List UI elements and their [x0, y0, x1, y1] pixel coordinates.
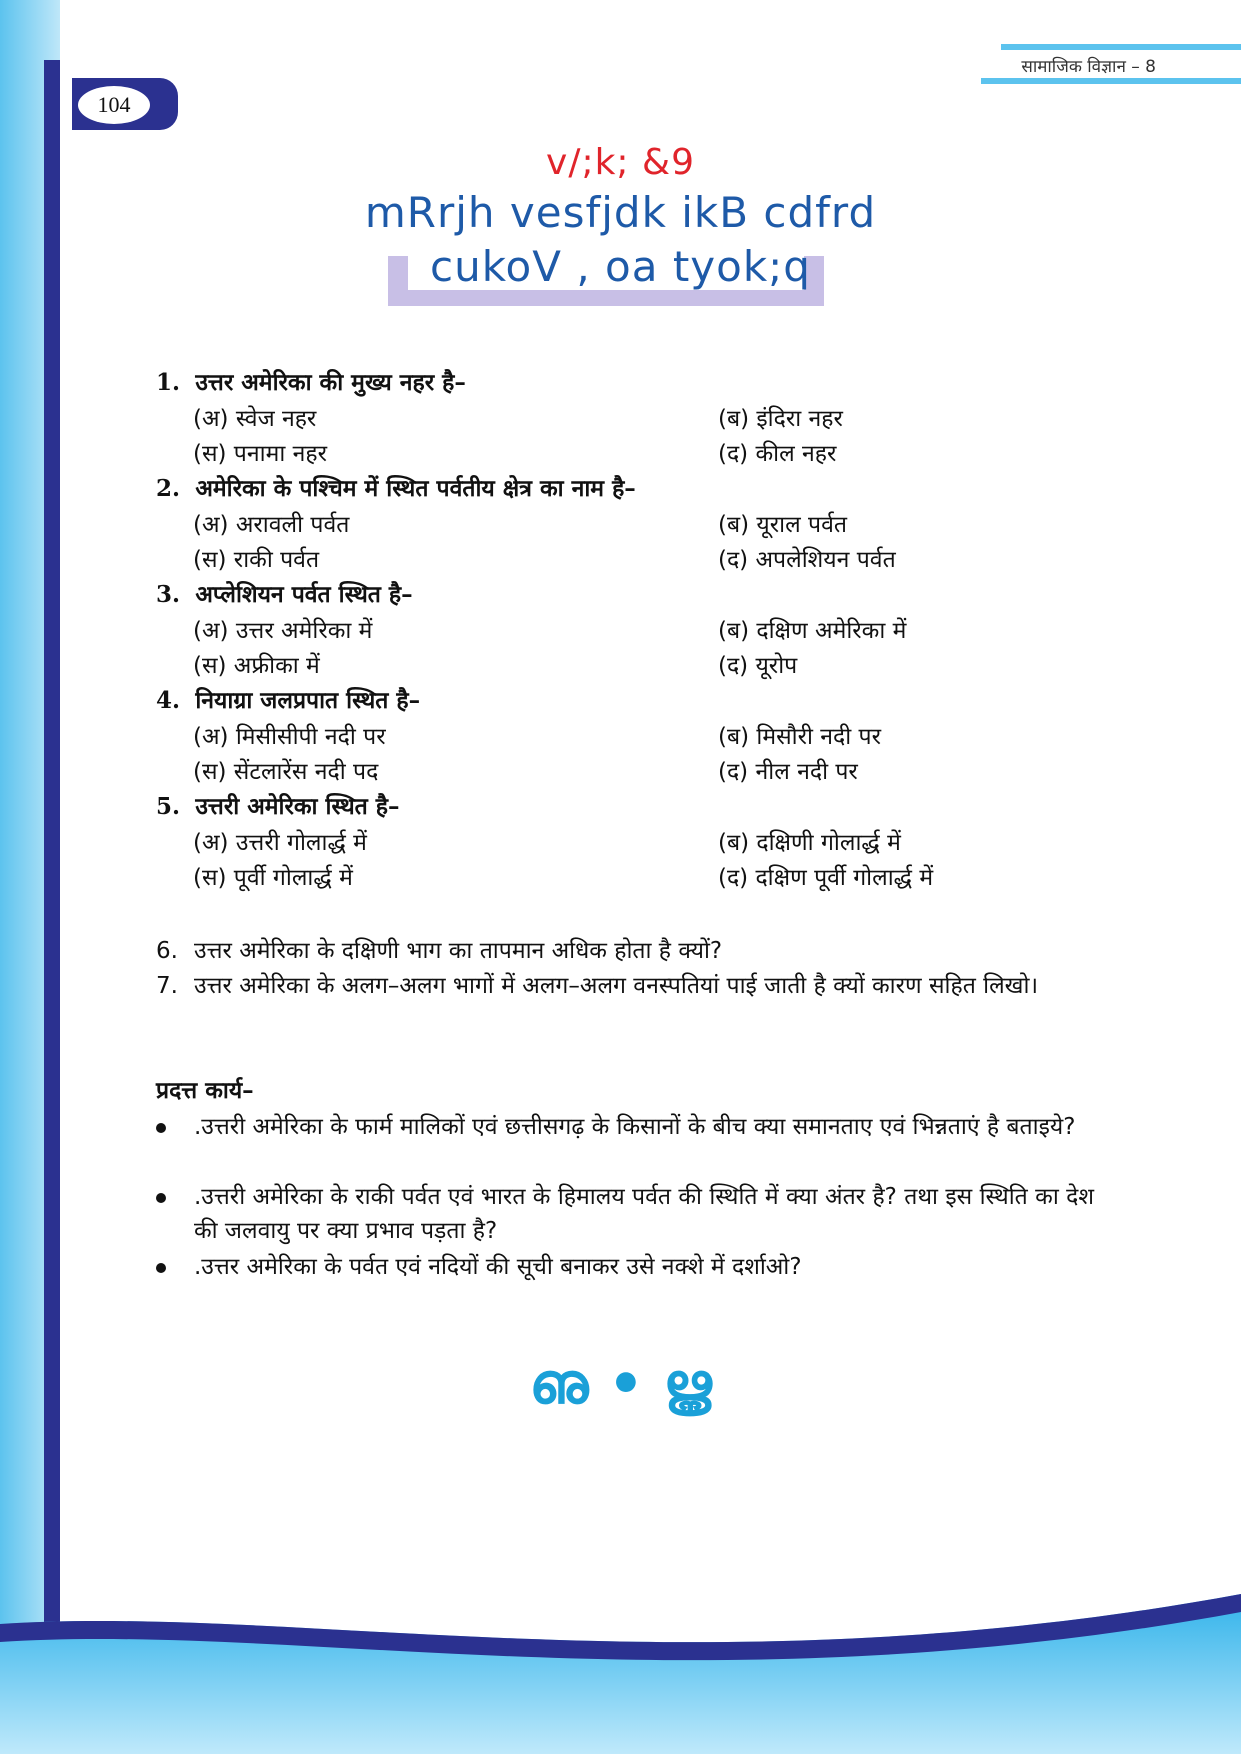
- mcq-option: (अ) उत्तरी गोलार्द्ध में: [193, 830, 367, 856]
- question-number: 6.: [156, 938, 178, 964]
- chapter-number: v/;k; &9: [546, 142, 695, 183]
- activity-item-text: .उत्तरी अमेरिका के फार्म मालिकों एवं छत्तीसगढ़ के किसानों के बीच क्या समानताए एवं भिन्नताएं है बताइये?: [194, 1114, 1076, 1140]
- mcq-option: (द) यूरोप: [718, 653, 798, 679]
- mcq-option: (स) राकी पर्वत: [193, 547, 320, 573]
- mcq-question: उत्तर अमेरिका की मुख्य नहर है–: [195, 369, 466, 396]
- page-number: 104: [78, 86, 150, 124]
- mcq-option: (ब) दक्षिण अमेरिका में: [718, 618, 907, 644]
- mcq-1: [156, 368, 466, 398]
- mcq-option: (स) अफ्रीका में: [193, 653, 320, 679]
- mcq-option: (ब) इंदिरा नहर: [718, 406, 843, 432]
- activity-item-text: .उत्तरी अमेरिका के राकी पर्वत एवं भारत के हिमालय पर्वत की स्थिति में क्या अंतर है? तथा इस स्थिति का देश की जलवायु पर क्या प्रभाव पड़ता है?: [194, 1184, 1094, 1244]
- running-title: सामाजिक विज्ञान – 8: [1021, 57, 1156, 77]
- question-number: 7.: [156, 973, 178, 999]
- mcq-option: (ब) यूराल पर्वत: [718, 512, 847, 538]
- mcq-number: 3.: [156, 581, 181, 608]
- end-ornament: ഌ • ൠ: [529, 1352, 712, 1417]
- bottom-wave-decoration: [0, 1584, 1241, 1754]
- mcq-3: [156, 580, 413, 610]
- chapter-title-line2: cukoV , oa tyok;q: [430, 242, 811, 291]
- mcq-2: [156, 474, 636, 504]
- short-question-6: [156, 934, 1094, 968]
- mcq-option: (ब) मिसौरी नदी पर: [718, 724, 881, 750]
- mcq-option: (अ) मिसीसीपी नदी पर: [193, 724, 386, 750]
- mcq-option: (स) पनामा नहर: [193, 441, 327, 467]
- short-question-7: [156, 969, 1094, 1003]
- question-text: उत्तर अमेरिका के अलग–अलग भागों में अलग–अलग वनस्पतियां पाई जाती है क्यों कारण सहित लिखो।: [194, 973, 1039, 999]
- activity-item: [156, 1250, 1094, 1284]
- activity-item: [156, 1110, 1094, 1144]
- mcq-option: (स) पूर्वी गोलार्द्ध में: [193, 865, 353, 891]
- activity-item: [156, 1180, 1094, 1248]
- mcq-option: (स) सेंटलारेंस नदी पद: [193, 759, 379, 785]
- mcq-option: (ब) दक्षिणी गोलार्द्ध में: [718, 830, 901, 856]
- mcq-number: 2.: [156, 475, 181, 502]
- activity-item-text: .उत्तर अमेरिका के पर्वत एवं नदियों की सूची बनाकर उसे नक्शे में दर्शाओ?: [194, 1254, 802, 1280]
- mcq-question: अप्लेशियन पर्वत स्थित है–: [195, 581, 413, 608]
- question-text: उत्तर अमेरिका के दक्षिणी भाग का तापमान अधिक होता है क्यों?: [194, 938, 723, 964]
- mcq-number: 4.: [156, 687, 181, 714]
- mcq-option: (द) कील नहर: [718, 441, 837, 467]
- mcq-number: 5.: [156, 793, 181, 820]
- activity-heading: प्रदत्त कार्य–: [156, 1077, 254, 1104]
- mcq-question: अमेरिका के पश्चिम में स्थित पर्वतीय क्षेत्र का नाम है–: [195, 475, 636, 502]
- mcq-question: उत्तरी अमेरिका स्थित है–: [195, 793, 400, 820]
- mcq-number: 1.: [156, 369, 181, 396]
- mcq-option: (द) नील नदी पर: [718, 759, 858, 785]
- mcq-option: (द) दक्षिण पूर्वी गोलार्द्ध में: [718, 865, 934, 891]
- mcq-option: (अ) उत्तर अमेरिका में: [193, 618, 373, 644]
- mcq-4: [156, 686, 420, 716]
- mcq-option: (अ) स्वेज नहर: [193, 406, 317, 432]
- mcq-5: [156, 792, 400, 822]
- mcq-option: (अ) अरावली पर्वत: [193, 512, 350, 538]
- chapter-title-line1: mRrjh vesfjdk ikB cdfrd: [364, 188, 877, 237]
- mcq-question: नियाग्रा जलप्रपात स्थित है–: [195, 687, 421, 714]
- mcq-option: (द) अपलेशियन पर्वत: [718, 547, 896, 573]
